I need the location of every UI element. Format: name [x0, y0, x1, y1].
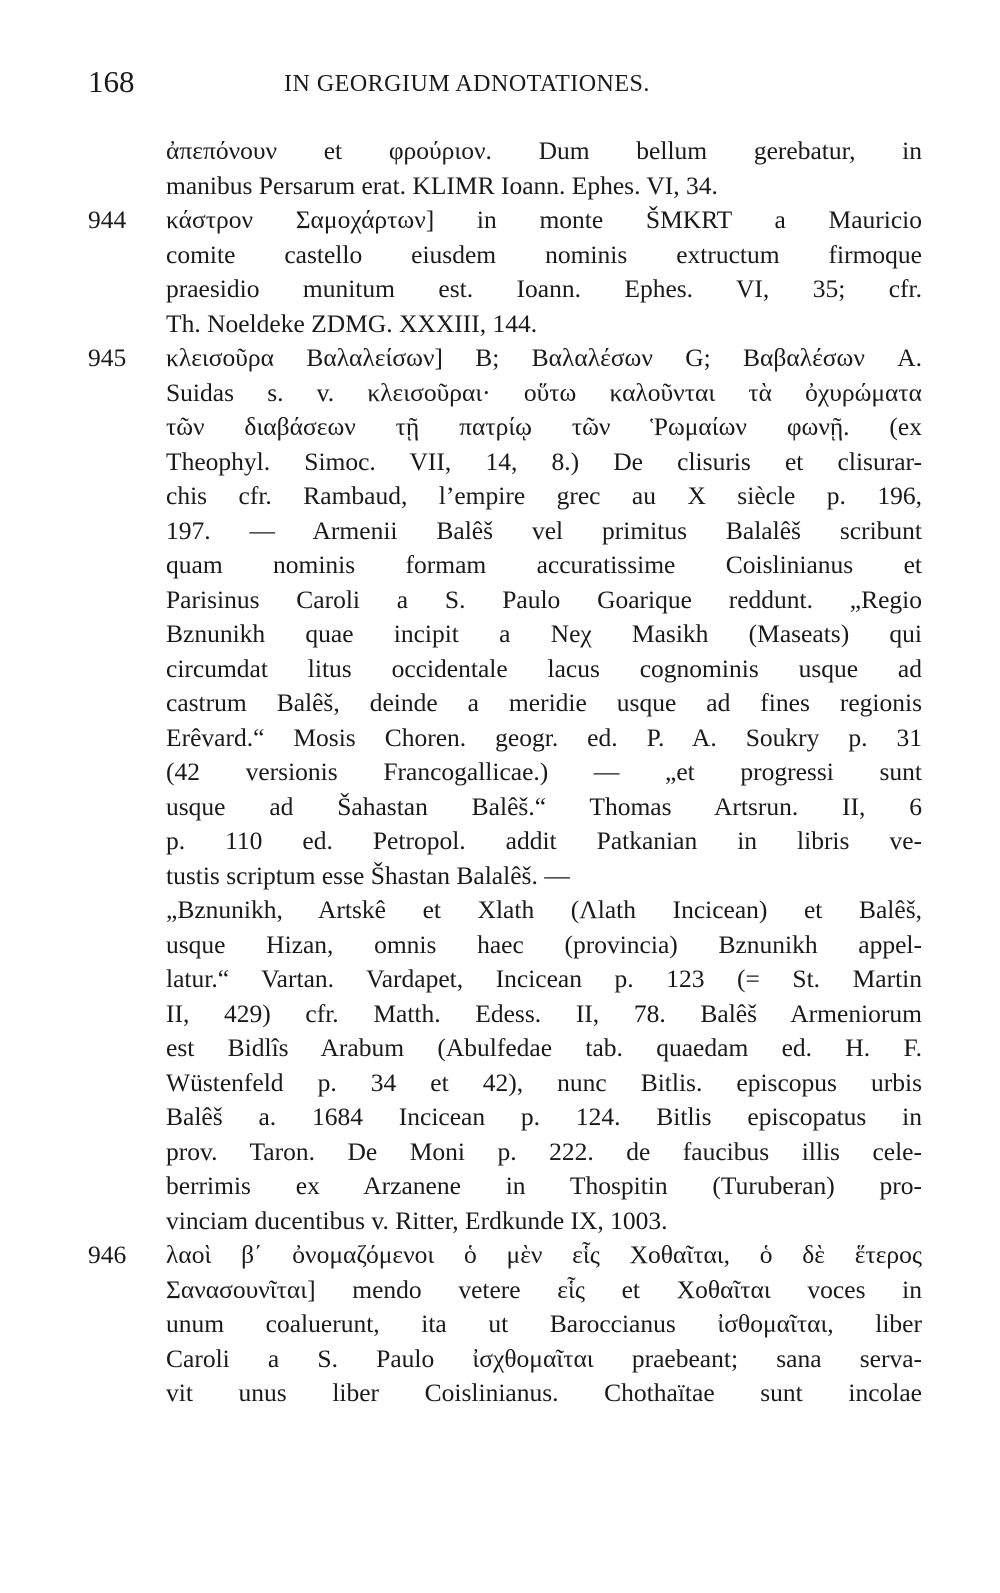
text-line: Erêvard.“ Mosis Choren. geogr. ed. P. A. Soukry p. 31 — [166, 722, 922, 752]
text-line: ἀπεπόνουν et φρούριον. Dum bellum gerebatur, in — [166, 136, 922, 165]
text-line: prov. Taron. De Moni p. 222. de faucibus illis cele- — [166, 1136, 922, 1166]
annotation-entry — [0, 341, 1000, 1238]
annotation-entry — [0, 203, 1000, 341]
text-line: comite castello eiusdem nominis extructum firmoque — [166, 239, 922, 269]
entry-number: 946 — [88, 1240, 127, 1269]
text-line: unum coaluerunt, ita ut Baroccianus ἰσθομαῖται, liber — [166, 1309, 922, 1338]
text-line: manibus Persarum erat. KLIMR Ioann. Ephes. VI, 34. — [166, 170, 718, 200]
text-line: p. 110 ed. Petropol. addit Patkanian in libris ve- — [166, 826, 922, 855]
text-line: Balêš a. 1684 Incicean p. 124. Bitlis episcopatus in — [166, 1102, 922, 1131]
text-line: Bznunikh quae incipit a Neχ Masikh (Maseats) qui — [166, 619, 922, 648]
text-line: praesidio munitum est. Ioann. Ephes. VI, 35; cfr. — [166, 274, 922, 303]
annotation-body — [0, 134, 1000, 1411]
text-line: est Bidlîs Arabum (Abulfedae tab. quaedam ed. H. F. — [166, 1033, 922, 1062]
text-line: 197. — Armenii Balêš vel primitus Balalêš scribunt — [166, 515, 922, 545]
text-line: usque Hizan, omnis haec (provincia) Bznunikh appel- — [166, 929, 922, 959]
text-line: vit unus liber Coislinianus. Chothaïtae sunt incolae — [166, 1378, 922, 1407]
text-line: Σανασουνῖται] mendo vetere εἷς et Χοθαῖται voces in — [166, 1274, 922, 1304]
annotation-entry — [0, 1238, 1000, 1411]
text-line: circumdat litus occidentale lacus cognominis usque ad — [166, 653, 922, 683]
text-line: castrum Balêš, deinde a meridie usque ad fines regionis — [166, 688, 922, 717]
entry-number: 944 — [88, 205, 127, 234]
text-line: Suidas s. v. κλεισοῦραι· οὕτω καλοῦνται τὰ ὀχυρώματα — [166, 377, 922, 407]
text-line: „Bznunikh, Artskê et Xlath (Λlath Incicean) et Balêš, — [166, 895, 922, 924]
text-line: Parisinus Caroli a S. Paulo Goarique reddunt. „Regio — [166, 584, 922, 614]
text-line: tustis scriptum esse Šhastan Balalêš. — — [166, 860, 570, 890]
text-line: II, 429) cfr. Matth. Edess. II, 78. Balêš Armeniorum — [166, 998, 922, 1028]
text-line: Theophyl. Simoc. VII, 14, 8.) De clisuris et clisurar- — [166, 446, 922, 476]
running-head: IN GEORGIUM ADNOTATIONES. — [284, 71, 650, 97]
text-line: λαοὶ β΄ ὀνομαζόμενοι ὁ μὲν εἷς Χοθαῖται, ὁ δὲ ἕτερος — [166, 1240, 922, 1269]
text-line: τῶν διαβάσεων τῇ πατρίῳ τῶν Ῥωμαίων φωνῇ. (ex — [166, 412, 922, 441]
text-line: Wüstenfeld p. 34 et 42), nunc Bitlis. episcopus urbis — [166, 1067, 922, 1097]
annotation-entry — [0, 134, 1000, 203]
text-line: berrimis ex Arzanene in Thospitin (Turuberan) pro- — [166, 1171, 922, 1200]
text-line: (42 versionis Francogallicae.) — „et progressi sunt — [166, 757, 922, 786]
text-line: κάστρον Σαμοχάρτων] in monte ŠMKRT a Mauricio — [166, 205, 922, 234]
text-line: chis cfr. Rambaud, l’empire grec au X siècle p. 196, — [166, 481, 922, 510]
text-line: vinciam ducentibus v. Ritter, Erdkunde IX, 1003. — [166, 1205, 668, 1235]
entry-number: 945 — [88, 343, 127, 372]
page-header — [88, 62, 928, 102]
text-line: κλεισοῦρα Βαλαλείσων] B; Βαλαλέσων G; Βαβαλέσων A. — [166, 343, 922, 372]
text-line: quam nominis formam accuratissime Coislinianus et — [166, 550, 922, 579]
text-line: Caroli a S. Paulo ἰσχθομαῖται praebeant; sana serva- — [166, 1343, 922, 1373]
text-line: Th. Noeldeke ZDMG. XXXIII, 144. — [166, 308, 538, 338]
page-number: 168 — [88, 64, 135, 99]
text-line: usque ad Šahastan Balêš.“ Thomas Artsrun. II, 6 — [166, 791, 922, 821]
text-line: latur.“ Vartan. Vardapet, Incicean p. 123 (= St. Martin — [166, 964, 922, 993]
